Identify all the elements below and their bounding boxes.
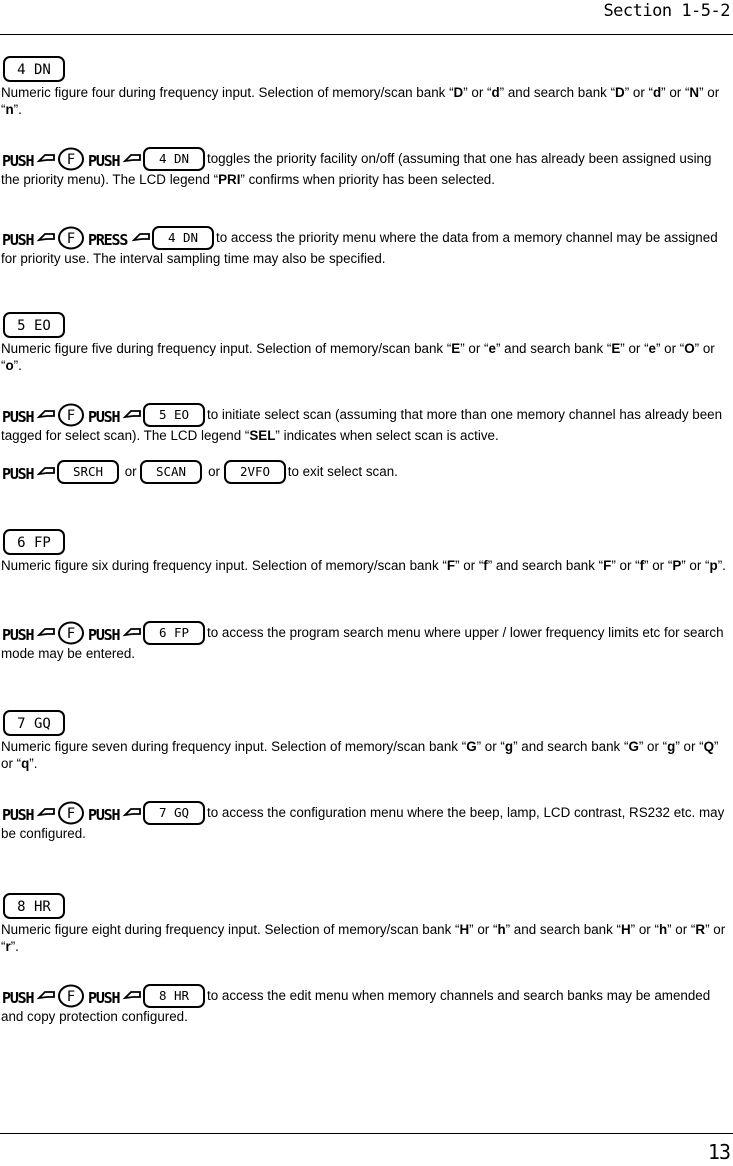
svg-text:4 DN: 4 DN xyxy=(17,62,51,78)
section-key-4 xyxy=(1,56,732,118)
bold-legend: h xyxy=(497,922,506,937)
svg-text:4 DN: 4 DN xyxy=(158,151,190,166)
svg-text:F: F xyxy=(66,626,76,642)
bold-legend: H xyxy=(459,922,470,937)
operation-select-scan: PUSH F PUSH 5 EO to initiate select scan (assuming that more than one memory channel has already been tagged for select scan). The LCD legend “SEL” indicates when select scan is active. xyxy=(1,403,732,444)
bold-legend: g xyxy=(504,739,514,754)
bold-legend: F xyxy=(603,558,612,573)
svg-text:PUSH: PUSH xyxy=(88,626,120,644)
page-header xyxy=(0,0,733,35)
section-key-7 xyxy=(1,710,732,772)
scan-key-icon xyxy=(140,460,202,484)
section-key-6 xyxy=(1,529,732,574)
svg-text:SCAN: SCAN xyxy=(156,464,187,479)
svg-text:PUSH: PUSH xyxy=(88,152,120,170)
key-5-eo-icon xyxy=(3,312,65,338)
svg-text:2VFO: 2VFO xyxy=(239,464,270,479)
bold-legend: R xyxy=(695,922,706,937)
bold-legend: SEL xyxy=(249,428,276,443)
key-description: Numeric figure five during frequency input. Selection of memory/scan bank “E” or “e” and search bank “E” or “e” or “O” or “o”. xyxy=(1,341,715,373)
numeric-key-icon xyxy=(143,984,205,1008)
bold-legend: E xyxy=(451,341,461,356)
bold-legend: H xyxy=(621,922,631,937)
bold-legend: G xyxy=(628,739,639,754)
srch-key-icon xyxy=(57,460,119,484)
svg-text:6 FP: 6 FP xyxy=(17,535,51,551)
key-description: Numeric figure four during frequency input. Selection of memory/scan bank “D” or “d” and search bank “D” or “d” or “N” or “n”. xyxy=(1,85,720,117)
key-4-dn-icon xyxy=(3,56,65,82)
push-icon xyxy=(1,405,55,427)
bold-legend: f xyxy=(483,558,488,573)
svg-text:PUSH: PUSH xyxy=(2,989,34,1007)
bold-legend: E xyxy=(611,341,621,356)
svg-text:PUSH: PUSH xyxy=(2,465,34,483)
key-8-hr-icon xyxy=(3,893,65,919)
page-number: 13 xyxy=(707,1140,730,1164)
operation-priority-toggle: PUSH F PUSH 4 DN toggles the priority facility on/off (assuming that one has already been assigned using the priority menu). The LCD legend “PRI” confirms when priority has been selected. xyxy=(1,147,732,188)
bold-legend: h xyxy=(658,922,668,937)
push-icon xyxy=(1,803,55,825)
svg-text:PUSH: PUSH xyxy=(2,626,34,644)
svg-text:PUSH: PUSH xyxy=(2,806,34,824)
push-icon xyxy=(1,228,55,250)
svg-text:8 HR: 8 HR xyxy=(158,988,190,1003)
bold-legend: p xyxy=(709,558,718,573)
func-key-icon xyxy=(57,621,85,645)
push-icon xyxy=(87,405,141,427)
svg-text:4 DN: 4 DN xyxy=(167,230,199,245)
bold-legend: d xyxy=(491,85,500,100)
section-key-8 xyxy=(1,893,732,955)
push-icon xyxy=(1,986,55,1008)
key-6-fp-icon xyxy=(3,529,65,555)
bold-legend: g xyxy=(667,739,676,754)
func-key-icon xyxy=(57,801,85,825)
operation-priority-menu: PUSH F PRESS 4 DN to access the priority menu where the data from a memory channel may be assigned for priority use. The interval sampling time may also be specified. xyxy=(1,226,732,267)
bold-legend: G xyxy=(466,739,477,754)
numeric-key-icon xyxy=(143,403,205,427)
numeric-key-icon xyxy=(152,226,214,250)
operation-exit-select-scan: PUSH SRCH or SCAN or 2VFO to exit select scan. xyxy=(1,460,732,484)
bold-legend: e xyxy=(488,341,496,356)
svg-text:PUSH: PUSH xyxy=(2,152,34,170)
operation-config-menu: PUSH F PUSH 7 GQ to access the configuration menu where the beep, lamp, LCD contrast, RS232 etc. may be configured. xyxy=(1,801,732,842)
footer-rule xyxy=(0,1133,733,1134)
bold-legend: D xyxy=(453,85,464,100)
func-key-icon xyxy=(57,226,85,250)
svg-text:F: F xyxy=(66,989,76,1005)
bold-legend: f xyxy=(639,558,645,573)
push-icon xyxy=(87,149,141,171)
svg-text:5 EO: 5 EO xyxy=(17,318,51,334)
bold-legend: r xyxy=(5,939,11,954)
svg-text:F: F xyxy=(66,152,76,168)
push-icon xyxy=(1,462,55,484)
bold-legend: o xyxy=(5,358,14,373)
push-icon xyxy=(87,623,141,645)
push-icon xyxy=(1,623,55,645)
key-description: Numeric figure six during frequency input. Selection of memory/scan bank “F” or “f” and search bank “F” or “f” or “P” or “p”. xyxy=(1,558,726,573)
bold-legend: F xyxy=(446,558,456,573)
svg-text:7 GQ: 7 GQ xyxy=(17,716,51,732)
bold-legend: N xyxy=(689,85,700,100)
numeric-key-icon xyxy=(143,621,205,645)
numeric-key-icon xyxy=(143,147,205,171)
numeric-key-icon xyxy=(143,801,205,825)
bold-legend: n xyxy=(5,102,14,117)
key-7-gq-icon xyxy=(3,710,65,736)
press-icon xyxy=(87,228,150,250)
operation-edit-menu: PUSH F PUSH 8 HR to access the edit menu when memory channels and search banks may be amended and copy protection configured. xyxy=(1,984,732,1025)
svg-text:F: F xyxy=(66,806,76,822)
section-key-5 xyxy=(1,312,732,374)
or-separator: or xyxy=(121,464,141,479)
svg-text:F: F xyxy=(66,408,76,424)
svg-text:SRCH: SRCH xyxy=(72,464,104,479)
bold-legend: Q xyxy=(703,739,714,754)
svg-text:PUSH: PUSH xyxy=(88,408,120,426)
svg-text:PUSH: PUSH xyxy=(88,806,120,824)
bold-legend: q xyxy=(21,756,30,771)
bold-legend: O xyxy=(684,341,695,356)
bold-legend: D xyxy=(615,85,625,100)
svg-text:PUSH: PUSH xyxy=(88,989,120,1007)
bold-legend: e xyxy=(648,341,656,356)
func-key-icon xyxy=(57,403,85,427)
func-key-icon xyxy=(57,147,85,171)
bold-legend: P xyxy=(672,558,682,573)
key-description: Numeric figure eight during frequency input. Selection of memory/scan bank “H” or “h” and search bank “H” or “h” or “R” or “r”. xyxy=(1,922,726,954)
svg-text:F: F xyxy=(66,231,76,247)
svg-text:PUSH: PUSH xyxy=(2,231,34,249)
svg-text:6 FP: 6 FP xyxy=(158,625,190,640)
push-icon xyxy=(87,986,141,1008)
key-description: Numeric figure seven during frequency input. Selection of memory/scan bank “G” or “g” and search bank “G” or “g” or “Q” or “q”. xyxy=(1,739,719,771)
svg-text:5 EO: 5 EO xyxy=(158,407,190,422)
push-icon xyxy=(87,803,141,825)
section-title: Section 1-5-2 xyxy=(603,1,730,21)
svg-text:7 GQ: 7 GQ xyxy=(158,805,190,820)
push-icon xyxy=(1,149,55,171)
svg-text:PRESS: PRESS xyxy=(88,231,128,249)
svg-text:8 HR: 8 HR xyxy=(17,899,51,915)
operation-program-search: PUSH F PUSH 6 FP to access the program search menu where upper / lower frequency limits etc for search mode may be entered. xyxy=(1,621,732,662)
func-key-icon xyxy=(57,984,85,1008)
bold-legend: d xyxy=(652,85,662,100)
svg-text:PUSH: PUSH xyxy=(2,408,34,426)
bold-legend: PRI xyxy=(218,172,241,187)
2vfo-key-icon xyxy=(224,460,286,484)
or-separator: or xyxy=(204,464,224,479)
